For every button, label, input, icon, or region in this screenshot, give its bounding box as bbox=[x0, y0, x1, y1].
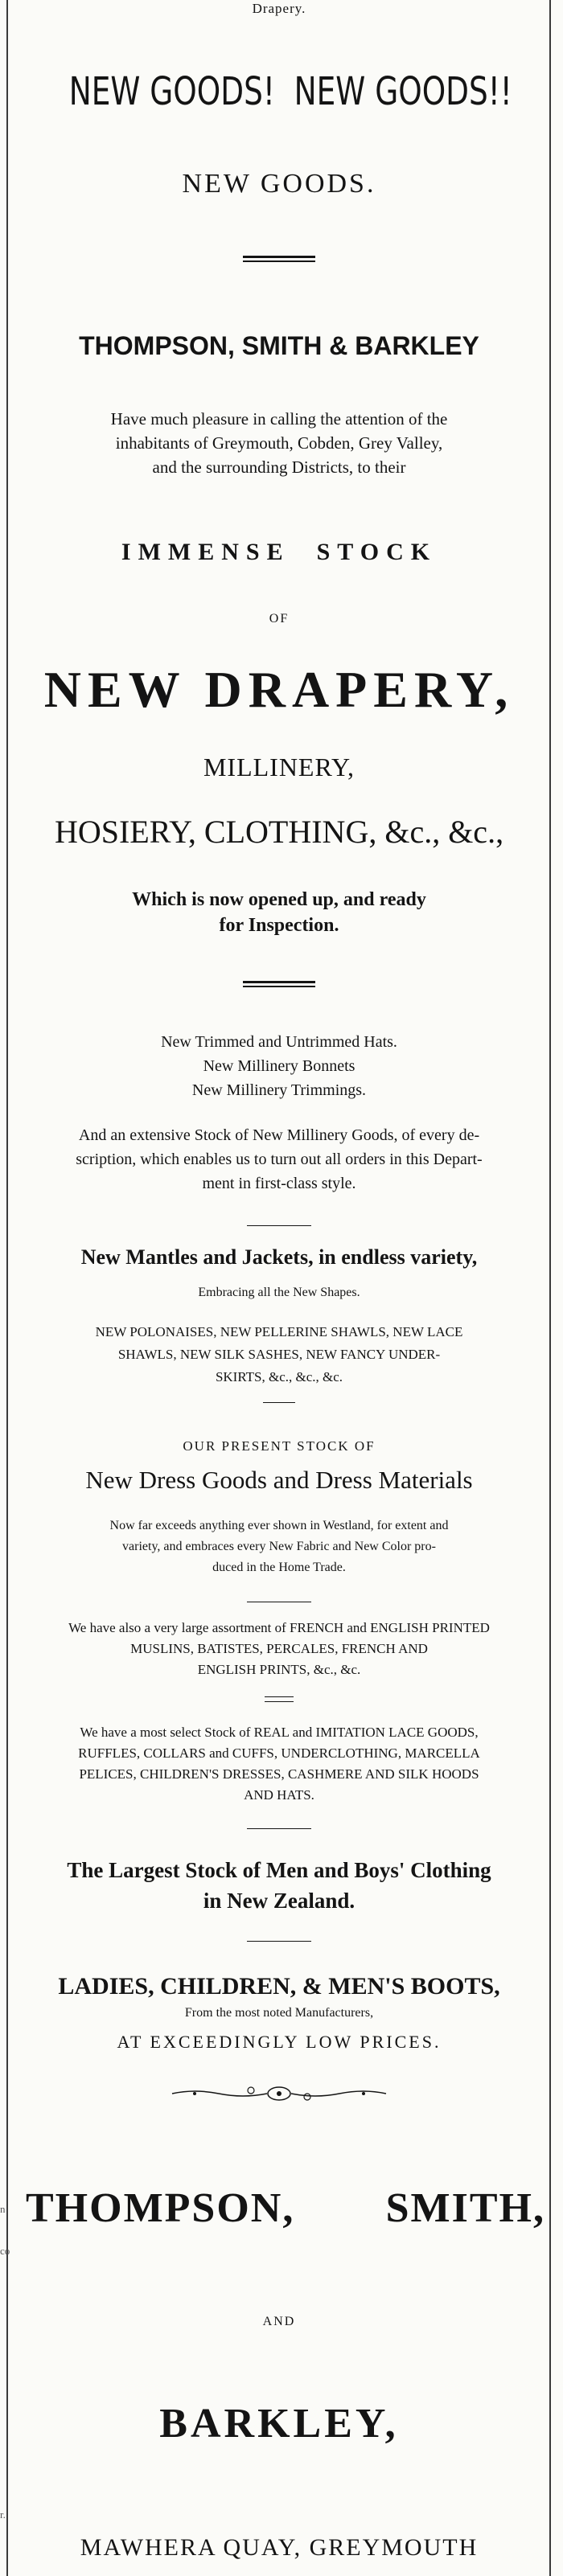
signoff-smith: SMITH, bbox=[385, 2185, 545, 2231]
millinery-paragraph-line: scription, which enables us to turn out all orders in this Depart- bbox=[76, 1151, 483, 1168]
hosiery-heading: HOSIERY, CLOTHING, &c., &c., bbox=[54, 814, 504, 850]
short-rule bbox=[265, 1696, 294, 1697]
of-text: OF bbox=[269, 612, 290, 626]
hats-list-item: New Trimmed and Untrimmed Hats. bbox=[161, 1033, 397, 1051]
mantles-line: SHAWLS, NEW SILK SASHES, NEW FANCY UNDER- bbox=[117, 1347, 441, 1362]
clothing-line: in New Zealand. bbox=[203, 1889, 355, 1913]
millinery-paragraph-line: ment in first-class style. bbox=[202, 1175, 356, 1192]
dress-line: Now far exceeds anything ever shown in Westland, for extent and bbox=[109, 1519, 449, 1532]
ornamental-divider bbox=[171, 2082, 388, 2105]
lace-line: We have a most select Stock of REAL and IMITATION LACE GOODS, bbox=[80, 1725, 479, 1740]
opened-line: for Inspection. bbox=[219, 915, 339, 936]
mantles-subheading: Embracing all the New Shapes. bbox=[198, 1286, 360, 1299]
short-rule bbox=[247, 1941, 311, 1942]
boots-heading: LADIES, CHILDREN, & MEN'S BOOTS, bbox=[58, 1973, 500, 2000]
short-rule bbox=[265, 1701, 294, 1702]
printed-line: MUSLINS, BATISTES, PERCALES, FRENCH AND bbox=[130, 1641, 428, 1656]
mantles-line: NEW POLONAISES, NEW PELLERINE SHAWLS, NEW LACE bbox=[95, 1324, 463, 1339]
signoff-barkley: BARKLEY, bbox=[159, 2401, 399, 2447]
hats-list-item: New Millinery Bonnets bbox=[203, 1057, 355, 1075]
millinery-heading: MILLINERY, bbox=[203, 753, 355, 781]
short-rule bbox=[247, 1828, 311, 1829]
double-rule bbox=[243, 981, 315, 987]
millinery-paragraph-line: And an extensive Stock of New Millinery Goods, of every de- bbox=[78, 1126, 480, 1144]
short-rule bbox=[247, 1225, 311, 1226]
double-rule bbox=[243, 256, 315, 262]
left-column-rule bbox=[6, 0, 8, 2576]
boots-subheading: From the most noted Manufacturers, bbox=[184, 2006, 374, 2020]
short-rule bbox=[263, 1402, 295, 1403]
signoff-and: AND bbox=[262, 2315, 296, 2328]
intro-line: inhabitants of Greymouth, Cobden, Grey Valley, bbox=[115, 433, 443, 453]
margin-fragment: n bbox=[0, 2203, 6, 2215]
dress-line: variety, and embraces every New Fabric and New Color pro- bbox=[122, 1540, 436, 1553]
dress-line: duced in the Home Trade. bbox=[212, 1561, 346, 1574]
lace-line: PELICES, CHILDREN'S DRESSES, CASHMERE AND SILK HOODS bbox=[79, 1766, 479, 1782]
new-drapery-heading: NEW DRAPERY, bbox=[43, 661, 515, 718]
mantles-line: SKIRTS, &c., &c., &c. bbox=[215, 1369, 343, 1384]
margin-fragment: co bbox=[0, 2245, 10, 2257]
section-header: Drapery. bbox=[252, 1, 306, 16]
headline-new-goods: NEW GOODS! NEW GOODS!! bbox=[68, 69, 512, 114]
immense-stock-heading: IMMENSE STOCK bbox=[121, 539, 438, 565]
margin-fragment: r. bbox=[0, 2508, 6, 2521]
intro-line: and the surrounding Districts, to their bbox=[152, 457, 406, 477]
signoff-thompson: THOMPSON, bbox=[26, 2185, 295, 2231]
dress-intro: OUR PRESENT STOCK OF bbox=[183, 1438, 376, 1454]
signoff-address: MAWHERA QUAY, GREYMOUTH bbox=[80, 2534, 479, 2561]
hats-list-item: New Millinery Trimmings. bbox=[191, 1081, 367, 1099]
printed-line: We have also a very large assortment of FRENCH and ENGLISH PRINTED bbox=[68, 1620, 490, 1635]
drapery-advertisement bbox=[10, 0, 549, 2576]
dress-heading: New Dress Goods and Dress Materials bbox=[85, 1466, 473, 1494]
intro-line: Have much pleasure in calling the attention of the bbox=[110, 409, 448, 429]
firm-name: THOMPSON, SMITH & BARKLEY bbox=[79, 331, 479, 360]
lace-line: AND HATS. bbox=[244, 1787, 314, 1803]
lace-line: RUFFLES, COLLARS and CUFFS, UNDERCLOTHING, MARCELLA bbox=[78, 1745, 480, 1761]
mantles-heading: New Mantles and Jackets, in endless variety, bbox=[80, 1245, 478, 1269]
boots-prices: AT EXCEEDINGLY LOW PRICES. bbox=[117, 2032, 442, 2052]
opened-line: Which is now opened up, and ready bbox=[132, 889, 426, 910]
clothing-line: The Largest Stock of Men and Boys' Clothing bbox=[67, 1858, 491, 1882]
headline-new-goods-sub: NEW GOODS. bbox=[182, 169, 376, 199]
right-column-rule bbox=[549, 0, 551, 2576]
printed-line: ENGLISH PRINTS, &c., &c. bbox=[197, 1662, 361, 1677]
